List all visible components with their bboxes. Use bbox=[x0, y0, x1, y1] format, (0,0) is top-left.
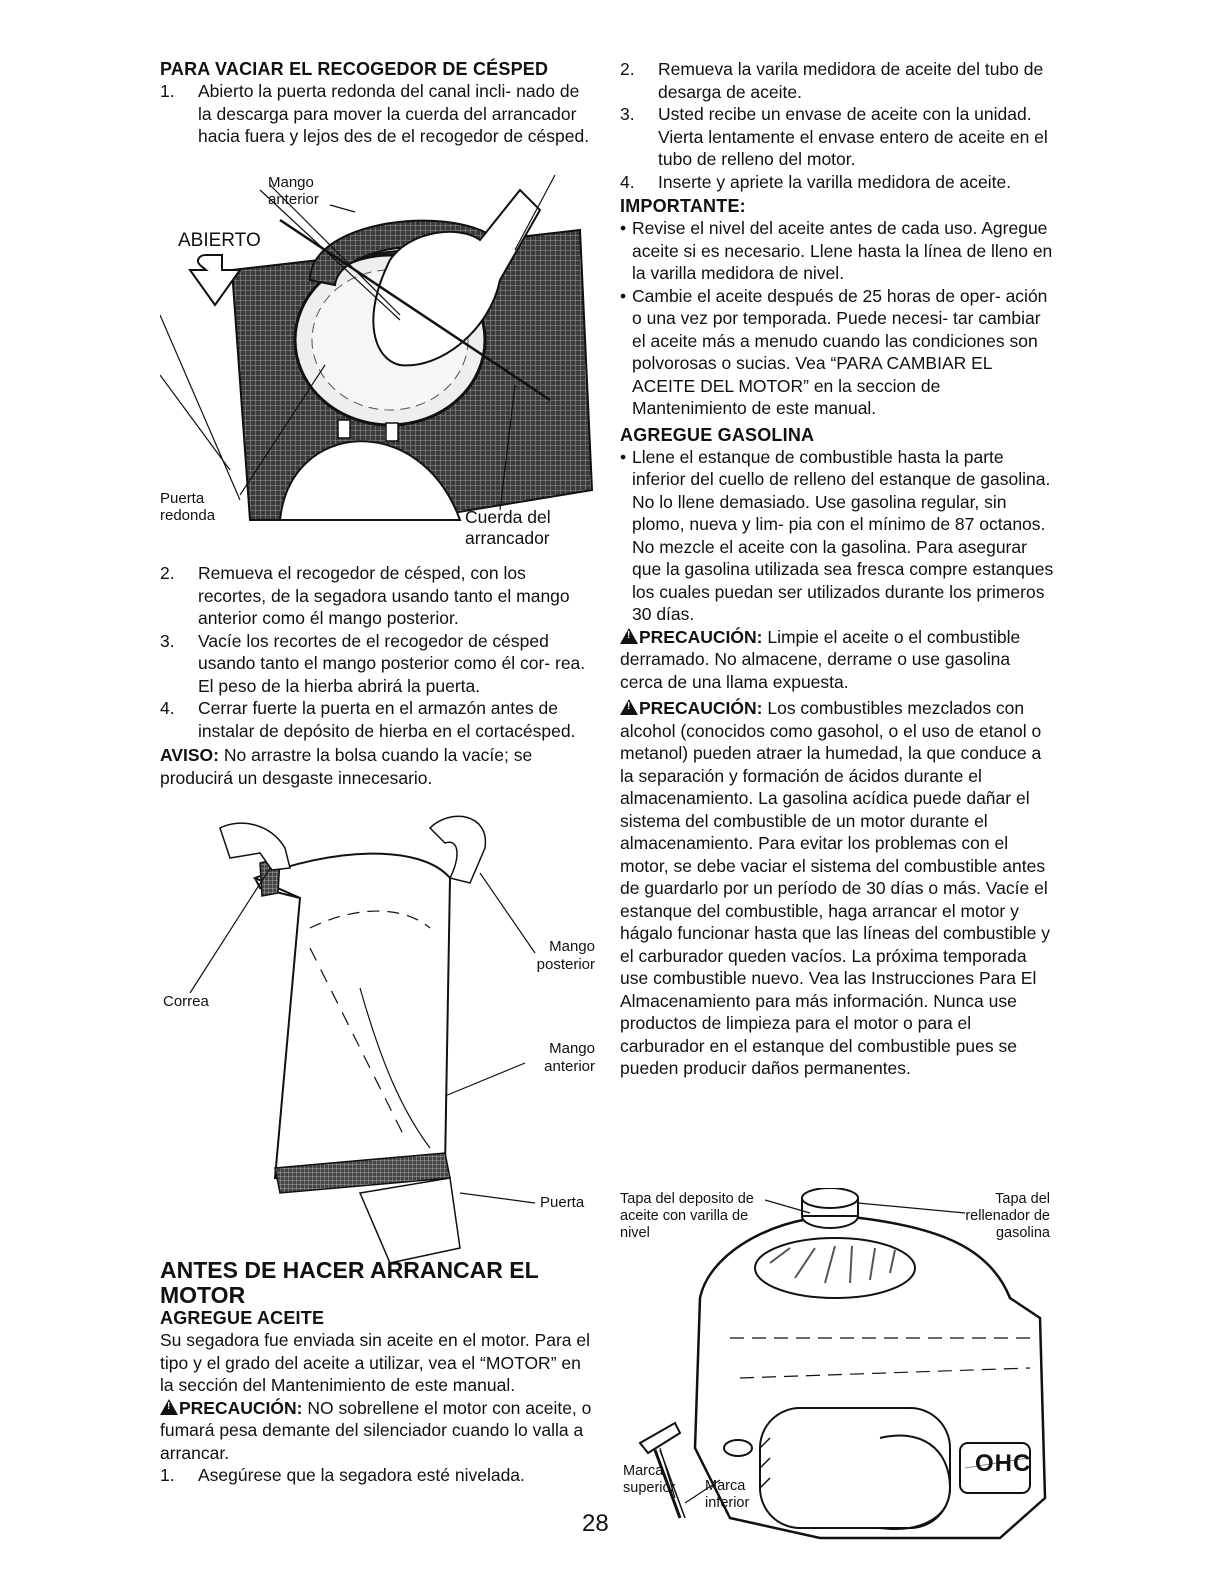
figure-emptying-bag bbox=[160, 808, 600, 1270]
caution-label: PRECAUCIÓN: bbox=[179, 1397, 303, 1418]
label-tapa-rellenador-gasolina: Tapa del rellenador de gasolina bbox=[965, 1191, 1050, 1241]
right-column-text bbox=[620, 58, 1054, 1080]
before-starting-heading: ANTES DE HACER ARRANCAR EL MOTOR bbox=[160, 1257, 539, 1308]
bullet-icon: • bbox=[620, 446, 627, 467]
bullet-text: Llene el estanque de combustible hasta la parte inferior del cuello de relleno del estanque de gasolina. No lo llene demasiado. Use gasolina regular, sin plomo, nueva y lim- pia con el mínimo de 87 octanos. No mezcle el aceite con la gasolina. Para asegurar que la gasolina utilizada sea fresca compre estanques los cuales puedan ser utilizados durante los primeros 30 días. bbox=[632, 446, 1054, 624]
aviso-label: AVISO: bbox=[160, 745, 219, 765]
oil-step-3 bbox=[620, 103, 1054, 171]
bag-emptying-illustration bbox=[160, 808, 600, 1270]
empty-bag-heading: PARA VACIAR EL RECOGEDOR DE CÉSPED bbox=[160, 59, 549, 79]
empty-steps-2-4 bbox=[160, 562, 590, 789]
label-marca-superior: Marca superior bbox=[623, 1463, 676, 1496]
aviso-text: No arrastre la bolsa cuando la vacíe; se producirá un desgaste innecesario. bbox=[160, 745, 533, 788]
label-mango-anterior-2: Mango anterior bbox=[544, 1040, 595, 1075]
step-text: Abierto la puerta redonda del canal incli- nado de la descarga para mover la cuerda del arrancador hacia fuera y lejos des de el recogedor de césped. bbox=[198, 81, 590, 146]
warning-icon bbox=[620, 699, 638, 715]
oil-step-4 bbox=[620, 171, 1054, 194]
label-tapa-deposito-aceite: Tapa del deposito de aceite con varilla de nivel bbox=[620, 1191, 754, 1241]
label-puerta-redonda: Puerta redonda bbox=[160, 490, 216, 524]
add-oil-section bbox=[160, 1307, 592, 1487]
bullet-text: Cambie el aceite después de 25 horas de oper- ación o una vez por temporada. Puede necesi- tar cambiar el aceite más a menudo cuando las condiciones son polvorosas o sucias. Vea “PARA CAMBIAR EL ACEITE DEL MOTOR” en la seccion de Mantenimiento de este manual. bbox=[632, 285, 1048, 418]
caution-label: PRECAUCIÓN: bbox=[639, 626, 763, 647]
warning-icon bbox=[620, 628, 638, 644]
empty-step-4 bbox=[160, 697, 590, 742]
page-number: 28 bbox=[582, 1510, 609, 1537]
step-text: Asegúrese que la segadora esté nivelada. bbox=[198, 1465, 525, 1485]
caution-text: NO sobrellene el motor con aceite, o fumará pesa demante del silenciador cuando lo valla a arrancar. bbox=[160, 1397, 592, 1463]
step-text: Cerrar fuerte la puerta en el armazón antes de instalar de depósito de hierba en el cortacésped. bbox=[198, 698, 576, 741]
step-number: 3. bbox=[620, 104, 635, 124]
warning-icon bbox=[160, 1399, 178, 1415]
label-mango-posterior: Mango posterior bbox=[536, 938, 595, 973]
oil-step-1 bbox=[160, 1464, 592, 1487]
importante-bullet-1 bbox=[620, 217, 1054, 285]
label-puerta: Puerta bbox=[540, 1194, 585, 1211]
step-number: 1. bbox=[160, 1465, 175, 1485]
add-gas-heading: AGREGUE GASOLINA bbox=[620, 424, 815, 445]
bullet-icon: • bbox=[620, 285, 627, 306]
importante-bullet-2 bbox=[620, 285, 1054, 420]
aviso-note bbox=[160, 744, 590, 789]
ohc-logo: OHC bbox=[975, 1450, 1032, 1477]
importante-heading: IMPORTANTE: bbox=[620, 196, 746, 216]
step-number: 4. bbox=[620, 171, 635, 192]
oil-step-2 bbox=[620, 58, 1054, 103]
step-number: 2. bbox=[620, 59, 635, 79]
step-text: Inserte y apriete la varilla medidora de aceite. bbox=[658, 171, 1012, 192]
empty-step-3 bbox=[160, 630, 590, 698]
label-cuerda-arrancador: Cuerda del arrancador bbox=[465, 507, 551, 548]
step-text: Vacíe los recortes de el recogedor de césped usando tanto el mango posterior como él cor- rea. El peso de la hierba abrirá la puerta. bbox=[198, 630, 586, 696]
empty-step-1 bbox=[160, 80, 590, 148]
label-correa: Correa bbox=[163, 993, 209, 1010]
add-oil-text: Su segadora fue enviada sin aceite en el motor. Para el tipo y el grado del aceite a utilizar, vea el “MOTOR” en la sección del Mantenimiento de este manual. bbox=[160, 1330, 590, 1395]
step-text: Remueva la varila medidora de aceite del tubo de desarga de aceite. bbox=[658, 59, 1044, 102]
label-marca-inferior: Marca inferior bbox=[705, 1478, 750, 1511]
add-oil-heading: AGREGUE ACEITE bbox=[160, 1308, 325, 1328]
caution-label: PRECAUCIÓN: bbox=[639, 698, 763, 718]
bullet-icon: • bbox=[620, 218, 627, 238]
caution-alcohol-fuel bbox=[620, 697, 1054, 1080]
step-number: 4. bbox=[160, 698, 175, 718]
step-number: 1. bbox=[160, 81, 175, 101]
step-number: 2. bbox=[160, 563, 175, 583]
empty-step-2 bbox=[160, 562, 590, 630]
bullet-text: Revise el nivel del aceite antes de cada uso. Agregue aceite si es necesario. Llene hasta la línea de lleno en la varilla medidora de nivel. bbox=[632, 218, 1053, 283]
add-gas-bullet bbox=[620, 446, 1054, 626]
figure-grass-catcher-door bbox=[160, 170, 600, 560]
step-text: Usted recibe un envase de aceite con la unidad. Vierta lentamente el envase entero de aceite en el tubo de relleno del motor. bbox=[658, 104, 1048, 169]
caution-text: Los combustibles mezclados con alcohol (conocidos como gasohol, o el uso de etanol o metanol) pueden atraer la humedad, la que conduce a la separación y formación de ácidos durante el almacenamiento. La gasolina acídica puede dañar el sistema del combustible de un motor durante el almacenamiento. Para evitar los problemas con el motor, se debe vaciar el sistema del combustible antes de guardarlo por un período de 30 días o más. Vacíe el estanque del combustible, haga arrancar el motor y hágalo funcionar hasta que las líneas del combustible y el carburador queden vacíos. La próxima temporada use combustible nuevo. Vea las Instrucciones Para El Almacenamiento para más información. Nunca use productos de limpieza para el motor o para el carburador en el estanque del combustible pues se pueden producir daños permanentes. bbox=[620, 698, 1050, 1078]
step-number: 3. bbox=[160, 630, 175, 651]
caution-text: Limpie el aceite o el combustible derramado. No almacene, derrame o use gasolina cerca de una llama expuesta. bbox=[620, 626, 1021, 692]
figure-engine bbox=[620, 1188, 1060, 1548]
caution-overfill bbox=[160, 1397, 592, 1465]
caution-spill bbox=[620, 626, 1054, 694]
step-text: Remueva el recogedor de césped, con los recortes, de la segadora usando tanto el mango anterior como él mango posterior. bbox=[198, 563, 570, 628]
label-mango-anterior: Mango anterior bbox=[268, 174, 319, 208]
label-abierto: ABIERTO bbox=[178, 230, 261, 251]
